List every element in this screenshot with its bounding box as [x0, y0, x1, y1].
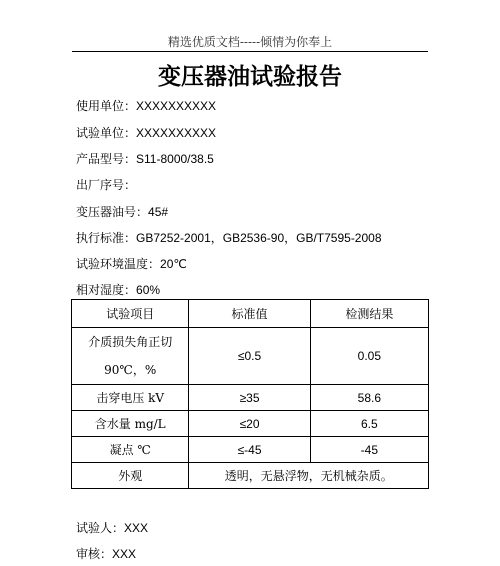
- footer-label: 试验人：: [76, 521, 125, 535]
- item-line: 介质损失角正切: [88, 335, 173, 349]
- info-value: XXXXXXXXXX: [136, 126, 217, 140]
- appearance-cell: 透明，无悬浮物，无机械杂质。: [189, 463, 429, 489]
- footer-value: XXX: [124, 521, 149, 535]
- info-user-unit: [76, 97, 216, 114]
- item-line: 90℃，%: [104, 363, 157, 377]
- header-cell-standard: 标准值: [189, 300, 310, 328]
- footer-reviewer: [76, 545, 136, 562]
- info-label: 试验单位：: [76, 126, 137, 140]
- info-ambient-temperature: [76, 255, 187, 272]
- result-cell: 0.05: [310, 328, 428, 385]
- info-oil-grade: [76, 203, 168, 220]
- info-humidity: [76, 281, 160, 298]
- standard-cell: ≥35: [189, 385, 310, 411]
- info-label: 出厂序号：: [76, 178, 137, 192]
- item-cell: 外观: [72, 463, 189, 489]
- standard-cell: ≤20: [189, 411, 310, 437]
- info-label: 试验环境温度：: [76, 257, 161, 271]
- info-value: 45#: [148, 205, 169, 219]
- info-label: 变压器油号：: [76, 205, 149, 219]
- info-label: 相对湿度：: [76, 283, 137, 297]
- header-cell-result: 检测结果: [310, 300, 428, 328]
- info-product-model: [76, 150, 214, 167]
- header-divider: [72, 51, 428, 52]
- info-test-unit: [76, 124, 216, 141]
- result-cell: 6.5: [310, 411, 428, 437]
- item-cell: [72, 328, 189, 385]
- result-cell: 58.6: [310, 385, 428, 411]
- footer-tester: [76, 519, 148, 536]
- table-row: [72, 385, 429, 411]
- footer-label: 审核：: [76, 547, 113, 561]
- result-cell: -45: [310, 437, 428, 463]
- item-cell: 击穿电压 kV: [72, 385, 189, 411]
- table-row: [72, 328, 429, 385]
- table-row: [72, 437, 429, 463]
- info-value: GB7252-2001，GB2536-90，GB/T7595-2008: [136, 231, 382, 245]
- standard-cell: ≤-45: [189, 437, 310, 463]
- info-value: S11-8000/38.5: [136, 152, 214, 166]
- info-value: XXXXXXXXXX: [136, 99, 217, 113]
- info-value: 60%: [136, 283, 161, 297]
- info-standard: [76, 229, 382, 246]
- table-header-row: [72, 300, 429, 328]
- info-value: 20℃: [160, 257, 187, 271]
- footer-value: XXX: [112, 547, 137, 561]
- standard-cell: ≤0.5: [189, 328, 310, 385]
- test-results-table: [71, 299, 429, 489]
- info-label: 产品型号：: [76, 152, 137, 166]
- info-label: 执行标准：: [76, 231, 137, 245]
- header-cell-item: 试验项目: [72, 300, 189, 328]
- info-label: 使用单位：: [76, 99, 137, 113]
- report-title: 变压器油试验报告: [158, 63, 342, 90]
- item-cell: 含水量 mg/L: [72, 411, 189, 437]
- item-cell: 凝点 ℃: [72, 437, 189, 463]
- info-serial-number: [76, 176, 136, 193]
- header-text: 精选优质文档-----倾情为你奉上: [167, 35, 333, 49]
- table-row: [72, 463, 429, 489]
- table-row: [72, 411, 429, 437]
